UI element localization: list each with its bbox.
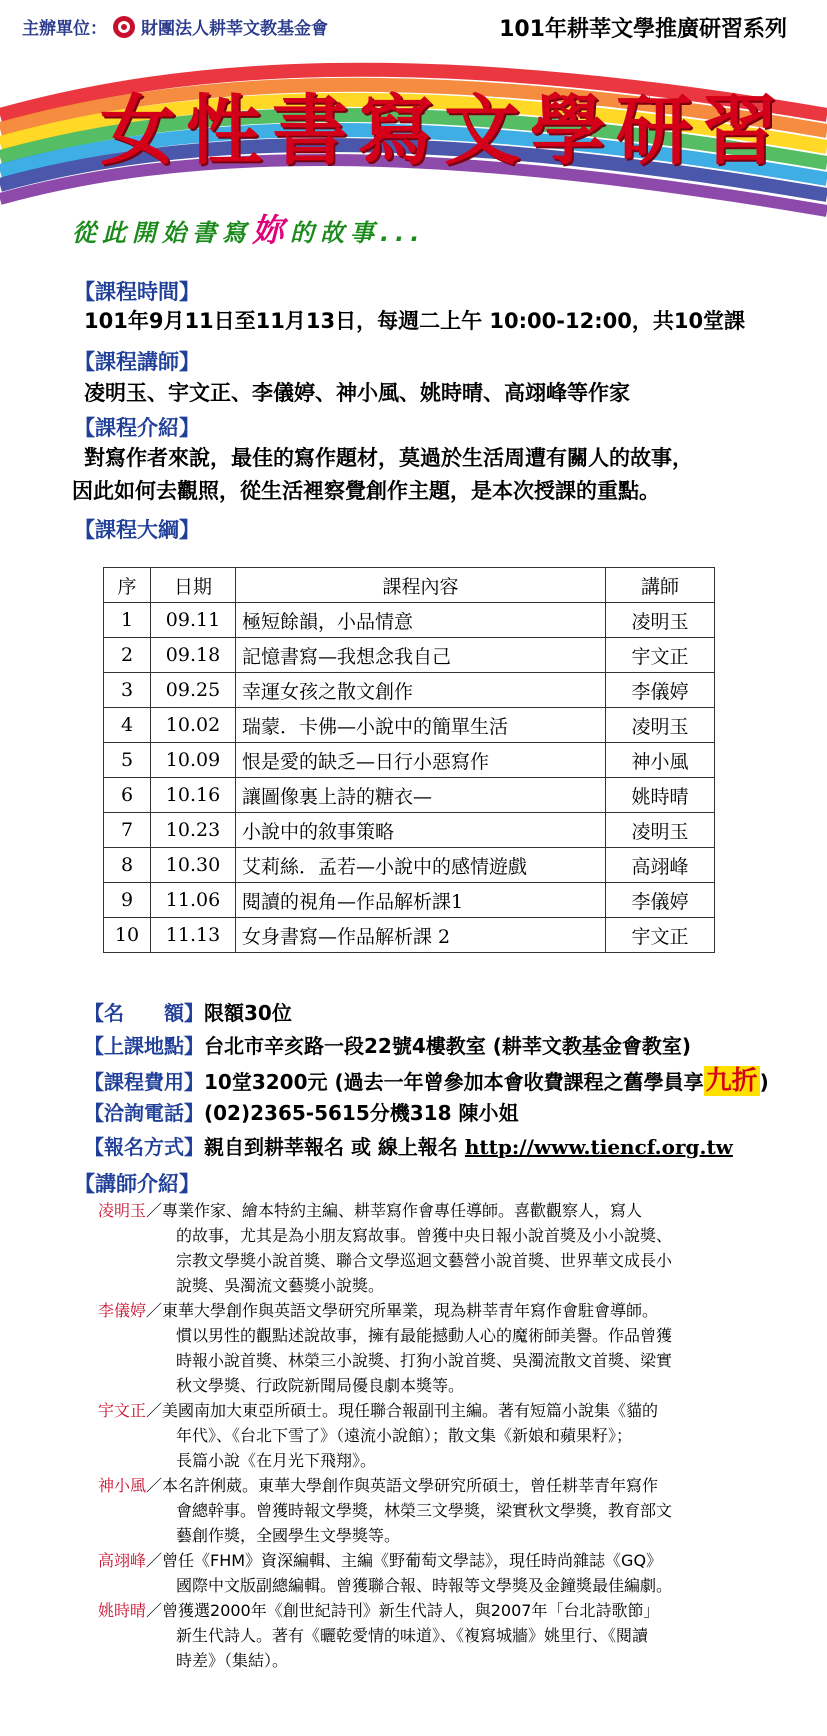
- bio-first-line: ／本名許俐葳。東華大學創作與英語文學研究所碩士，曾任耕莘青年寫作: [146, 1476, 659, 1495]
- teacher-bio: [98, 1473, 798, 1548]
- course-teachers: 凌明玉、宇文正、李儀婷、神小風、姚時晴、高翊峰等作家: [84, 381, 630, 405]
- bio-first-line: ／曾獲選2000年《創世紀詩刊》新生代詩人，與2007年「台北詩歌節」: [146, 1601, 660, 1620]
- cell-teacher: 凌明玉: [606, 708, 715, 743]
- header-teacher: 講師: [606, 568, 715, 603]
- bio-line: 年代》、《台北下雪了》（遠流小說館）；散文集《新娘和蘋果籽》；: [176, 1426, 633, 1445]
- bio-line: 時差》（集結）。: [176, 1651, 289, 1670]
- cell-date: 09.25: [151, 673, 236, 708]
- quota-label: 【名 額】: [84, 1001, 204, 1025]
- cell-seq: 3: [104, 673, 151, 708]
- organizer-name: 財團法人耕莘文教基金會: [141, 19, 328, 39]
- teacher-name: 高翊峰: [98, 1551, 147, 1570]
- header-bar: [0, 0, 827, 50]
- teacher-bio: [98, 1398, 798, 1473]
- registration-link[interactable]: http://www.tiencf.org.tw: [464, 1135, 733, 1159]
- cell-teacher: 凌明玉: [606, 813, 715, 848]
- cell-seq: 5: [104, 743, 151, 778]
- teacher-bio: [98, 1298, 798, 1398]
- registration-label: 【報名方式】: [84, 1135, 204, 1159]
- info-tel: [84, 1097, 518, 1126]
- main-title: 女性書寫文學研習: [100, 86, 788, 175]
- header-content: 課程內容: [236, 568, 606, 603]
- cell-teacher: 李儀婷: [606, 673, 715, 708]
- foundation-logo-icon: [113, 16, 135, 38]
- cell-date: 09.18: [151, 638, 236, 673]
- cell-content: 讓圖像裏上詩的糖衣—: [236, 778, 606, 813]
- cell-content: 小說中的敘事策略: [236, 813, 606, 848]
- cell-content: 艾莉絲．孟若—小說中的感情遊戲: [236, 848, 606, 883]
- teacher-name: 姚時晴: [98, 1601, 147, 1620]
- bio-line: 宗教文學獎小說首獎、聯合文學巡迴文藝營小說首獎、世界華文成長小: [176, 1251, 673, 1270]
- teacher-bio: [98, 1598, 798, 1673]
- cell-seq: 6: [104, 778, 151, 813]
- course-outline-table: [103, 567, 715, 953]
- teacher-bio: [98, 1198, 798, 1298]
- cell-teacher: 神小風: [606, 743, 715, 778]
- discount-badge: 九折: [705, 1066, 758, 1096]
- course-time: 101年9月11日至11月13日，每週二上午 10:00-12:00，共10堂課: [84, 309, 746, 333]
- table-row: [104, 708, 715, 743]
- cell-teacher: 高翊峰: [606, 848, 715, 883]
- fee-value: 10堂3200元 (過去一年曾參加本會收費課程之舊學員享: [204, 1070, 704, 1094]
- info-registration: [84, 1131, 733, 1160]
- cell-date: 10.23: [151, 813, 236, 848]
- cell-content: 閱讀的視角—作品解析課1: [236, 883, 606, 918]
- cell-date: 10.16: [151, 778, 236, 813]
- cell-date: 10.09: [151, 743, 236, 778]
- bio-line: 的故事，尤其是為小朋友寫故事。曾獲中央日報小說首獎及小小說獎、: [176, 1226, 673, 1245]
- info-quota: [84, 997, 292, 1026]
- info-fee: [84, 1060, 769, 1097]
- cell-seq: 1: [104, 603, 151, 638]
- bio-line: 長篇小說《在月光下飛翔》。: [176, 1451, 377, 1470]
- cell-teacher: 宇文正: [606, 918, 715, 953]
- fee-close: ): [759, 1070, 769, 1094]
- table-row: [104, 848, 715, 883]
- course-intro-line1: 對寫作者來說，最佳的寫作題材，莫過於生活周遭有關人的故事，: [84, 446, 693, 470]
- place-value: 台北市辛亥路一段22號4樓教室 (耕莘文教基金會教室): [204, 1034, 691, 1058]
- registration-value: 親自到耕莘報名 或 線上報名: [204, 1135, 465, 1159]
- cell-date: 11.06: [151, 883, 236, 918]
- bio-line: 國際中文版副總編輯。曾獲聯合報、時報等文學獎及金鐘獎最佳編劇。: [176, 1576, 673, 1595]
- cell-teacher: 凌明玉: [606, 603, 715, 638]
- teacher-name: 李儀婷: [98, 1301, 147, 1320]
- cell-date: 10.30: [151, 848, 236, 883]
- bio-line: 時報小說首獎、林榮三小說獎、打狗小說首獎、吳濁流散文首獎、梁實: [176, 1351, 673, 1370]
- tel-value: (02)2365-5615分機318 陳小姐: [204, 1101, 519, 1125]
- bio-line: 會總幹事。曾獲時報文學獎，林榮三文學獎，梁實秋文學獎，教育部文: [176, 1501, 673, 1520]
- cell-seq: 2: [104, 638, 151, 673]
- table-header-row: [104, 568, 715, 603]
- section-time-heading: 【課程時間】: [74, 280, 200, 304]
- table-row: [104, 638, 715, 673]
- slogan-before: 從此開始書寫: [72, 219, 252, 247]
- table-row: [104, 603, 715, 638]
- cell-content: 極短餘韻，小品情意: [236, 603, 606, 638]
- cell-content: 恨是愛的缺乏—日行小惡寫作: [236, 743, 606, 778]
- tel-label: 【洽詢電話】: [84, 1101, 204, 1125]
- cell-seq: 9: [104, 883, 151, 918]
- table-row: [104, 673, 715, 708]
- bio-line: 新生代詩人。著有《曬乾愛情的味道》、《複寫城牆》姚里行、《閱讀: [176, 1626, 649, 1645]
- table-row: [104, 918, 715, 953]
- cell-seq: 10: [104, 918, 151, 953]
- teacher-bio-list: [98, 1198, 798, 1673]
- teacher-bio: [98, 1548, 798, 1598]
- cell-teacher: 姚時晴: [606, 778, 715, 813]
- teacher-name: 宇文正: [98, 1401, 147, 1420]
- bio-first-line: ／曾任《FHM》資深編輯、主編《野葡萄文學誌》，現任時尚雜誌《GQ》: [146, 1551, 663, 1570]
- table-row: [104, 813, 715, 848]
- organizer-label: 主辦單位：: [22, 19, 107, 39]
- cell-content: 幸運女孩之散文創作: [236, 673, 606, 708]
- cell-date: 09.11: [151, 603, 236, 638]
- bio-line: 藝創作獎，全國學生文學獎等。: [176, 1526, 401, 1545]
- cell-teacher: 宇文正: [606, 638, 715, 673]
- section-outline-heading: 【課程大綱】: [74, 518, 200, 542]
- quota-value: 限額30位: [204, 1001, 292, 1025]
- table-row: [104, 778, 715, 813]
- series-title: 101年耕莘文學推廣研習系列: [499, 17, 787, 42]
- course-intro-line2: 因此如何去觀照，從生活裡察覺創作主題，是本次授課的重點。: [72, 479, 660, 503]
- slogan-after: 的故事...: [290, 219, 426, 247]
- cell-seq: 7: [104, 813, 151, 848]
- table-row: [104, 883, 715, 918]
- organizer: [22, 14, 328, 39]
- bio-line: 慣以男性的觀點述說故事，擁有最能撼動人心的魔術師美譽。作品曾獲: [176, 1326, 673, 1345]
- cell-content: 記憶書寫—我想念我自己: [236, 638, 606, 673]
- cell-content: 瑞蒙．卡佛—小說中的簡單生活: [236, 708, 606, 743]
- bio-line: 說獎、吳濁流文藝獎小說獎。: [176, 1276, 385, 1295]
- cell-seq: 8: [104, 848, 151, 883]
- slogan: [72, 205, 425, 251]
- fee-label: 【課程費用】: [84, 1070, 204, 1094]
- cell-teacher: 李儀婷: [606, 883, 715, 918]
- section-intro-heading: 【課程介紹】: [74, 416, 200, 440]
- section-teachers-heading: 【課程講師】: [74, 350, 200, 374]
- place-label: 【上課地點】: [84, 1034, 204, 1058]
- bio-line: 秋文學獎、行政院新聞局優良劇本獎等。: [176, 1376, 465, 1395]
- teacher-name: 凌明玉: [98, 1201, 147, 1220]
- cell-content: 女身書寫—作品解析課 2: [236, 918, 606, 953]
- header-date: 日期: [151, 568, 236, 603]
- cell-date: 11.13: [151, 918, 236, 953]
- info-place: [84, 1030, 691, 1059]
- slogan-emph: 妳: [252, 211, 291, 249]
- teacher-name: 神小風: [98, 1476, 147, 1495]
- section-bio-heading: 【講師介紹】: [74, 1172, 200, 1196]
- table-row: [104, 743, 715, 778]
- cell-date: 10.02: [151, 708, 236, 743]
- bio-first-line: ／專業作家、繪本特約主編、耕莘寫作會專任導師。喜歡觀察人，寫人: [146, 1201, 643, 1220]
- cell-seq: 4: [104, 708, 151, 743]
- bio-first-line: ／美國南加大東亞所碩士。現任聯合報副刊主編。著有短篇小說集《貓的: [146, 1401, 659, 1420]
- bio-first-line: ／東華大學創作與英語文學研究所畢業，現為耕莘青年寫作會駐會導師。: [146, 1301, 659, 1320]
- header-seq: 序: [104, 568, 151, 603]
